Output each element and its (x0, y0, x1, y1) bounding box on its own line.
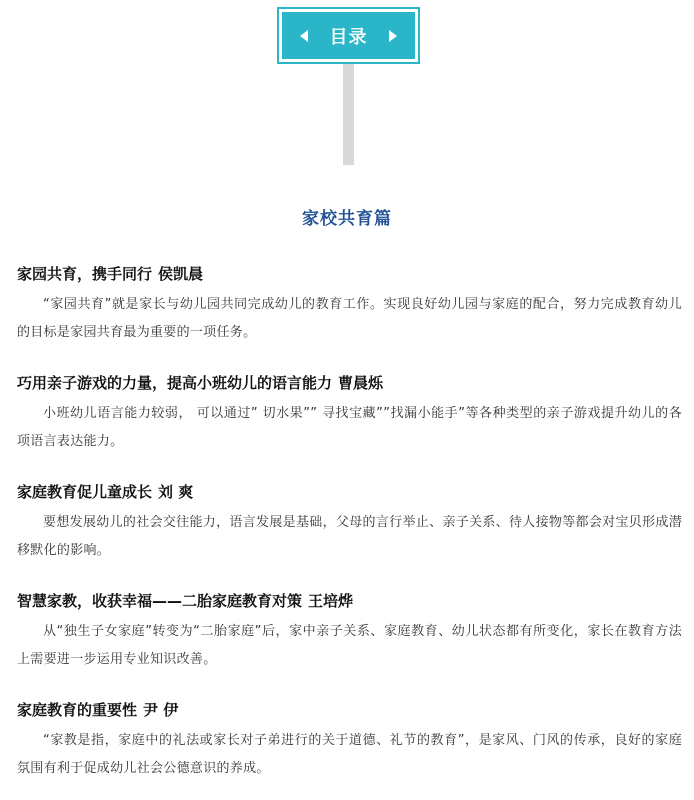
article-author: 曹晨烁 (338, 374, 384, 392)
article-item[interactable] (17, 590, 682, 674)
article-summary: 从“独生子女家庭”转变为“二胎家庭”后，家中亲子关系、家庭教育、幼儿状态都有所变化，家长在教育方法上需要进一步运用专业知识改善。 (17, 624, 682, 667)
article-item[interactable] (17, 699, 682, 783)
arrow-right-icon[interactable] (389, 30, 397, 42)
article-title[interactable]: 巧用亲子游戏的力量，提高小班幼儿的语言能力 (17, 374, 333, 392)
article-item[interactable] (17, 481, 682, 565)
article-author: 尹 伊 (143, 701, 179, 719)
article-summary: 小班幼儿语言能力较弱， 可以通过” 切水果”” 寻找宝藏””找漏小能手”等各种类型的亲子游戏提升幼儿的各项语言表达能力。 (17, 406, 682, 449)
article-title[interactable]: 家庭教育促儿童成长 (17, 483, 153, 501)
article-title[interactable]: 智慧家教，收获幸福——二胎家庭教育对策 (17, 592, 303, 610)
article-title-row[interactable] (17, 372, 682, 394)
article-item[interactable] (17, 263, 682, 347)
section-title: 家校共育篇 (302, 209, 392, 229)
toc-signboard-panel (282, 12, 415, 59)
toc-title: 目录 (329, 26, 368, 48)
article-summary: “家园共育”就是家长与幼儿园共同完成幼儿的教育工作。实现良好幼儿园与家庭的配合，努力完成教育幼儿的目标是家园共育最为重要的一项任务。 (17, 297, 682, 340)
article-item[interactable] (17, 372, 682, 456)
article-title[interactable]: 家园共育，携手同行 (17, 265, 153, 283)
article-author: 刘 爽 (158, 483, 194, 501)
article-summary: “家教是指，家庭中的礼法或家长对子弟进行的关于道德、礼节的教育”，是家风、门风的传承，良好的家庭氛围有利于促成幼儿社会公德意识的养成。 (17, 733, 682, 776)
article-summary: 要想发展幼儿的社会交往能力，语言发展是基础，父母的言行举止、亲子关系、待人接物等都会对宝贝形成潜移默化的影响。 (17, 515, 682, 558)
toc-signboard (277, 7, 420, 64)
article-title-row[interactable] (17, 590, 682, 612)
article-title[interactable]: 家庭教育的重要性 (17, 701, 138, 719)
signboard-pole (343, 64, 354, 165)
article-title-row[interactable] (17, 699, 682, 721)
article-title-row[interactable] (17, 263, 682, 285)
article-author: 王培烨 (308, 592, 354, 610)
article-title-row[interactable] (17, 481, 682, 503)
article-author: 侯凯晨 (158, 265, 204, 283)
arrow-left-icon[interactable] (300, 30, 308, 42)
